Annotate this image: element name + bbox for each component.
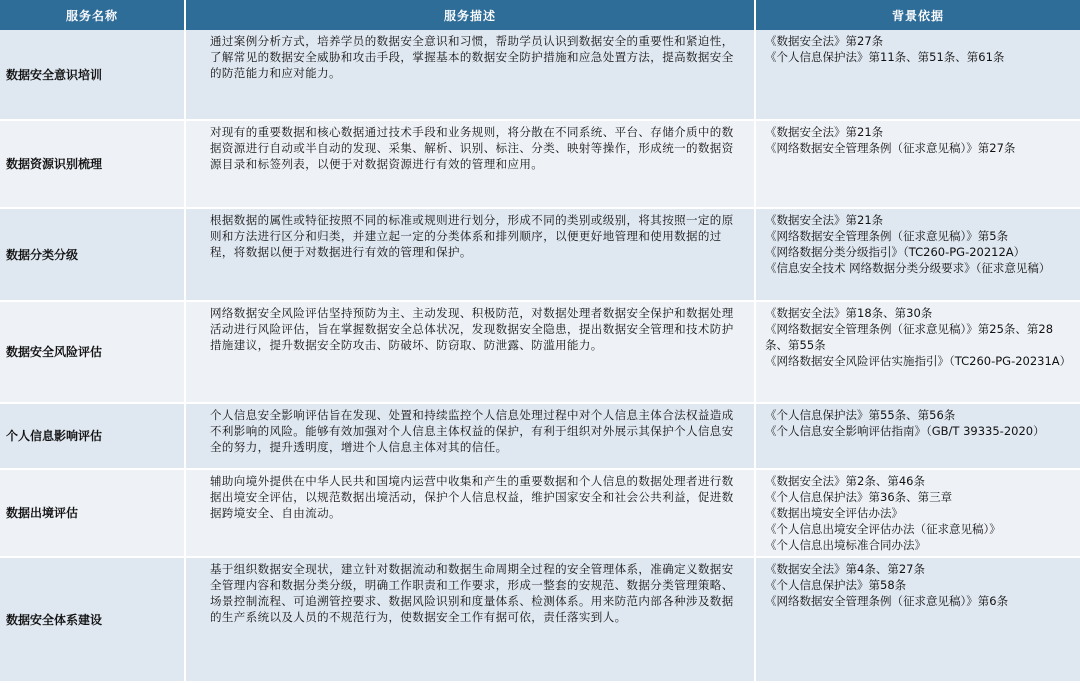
basis-reference: 《数据安全法》第18条、第30条 (765, 306, 933, 320)
service-description-cell: 个人信息安全影响评估旨在发现、处置和持续监控个人信息处理过程中对个人信息主体合法权益造成不利影响的风险。能够有效加强对个人信息主体权益的保护，有利于组织对外展示其保护个人信息安全的努力，提升透明度，增进个人信息主体对其的信任。 (185, 403, 755, 469)
service-name-cell: 数据资源识别梳理 (0, 120, 185, 208)
basis-reference: 《个人信息保护法》第36条、第三章 (765, 490, 953, 504)
table-row (0, 120, 1080, 208)
basis-reference: 《信息安全技术 网络数据分类分级要求》（征求意见稿） (765, 261, 1051, 275)
background-basis-cell (755, 469, 1080, 557)
column-header-service-name: 服务名称 (0, 0, 185, 30)
service-description-cell: 对现有的重要数据和核心数据通过技术手段和业务规则，将分散在不同系统、平台、存储介质中的数据资源进行自动或半自动的发现、采集、解析、识别、标注、分类、映射等操作，形成统一的数据资源目录和标签列表，以便于对数据资源进行有效的管理和应用。 (185, 120, 755, 208)
basis-reference: 《数据安全法》第27条 (765, 34, 884, 48)
basis-reference: 《网络数据安全管理条例（征求意见稿）》第6条 (765, 594, 1009, 608)
basis-reference: 《个人信息出境标准合同办法》 (765, 538, 926, 552)
background-basis-cell (755, 30, 1080, 120)
basis-reference: 《网络数据安全管理条例（征求意见稿）》第5条 (765, 229, 1009, 243)
background-basis-cell (755, 208, 1080, 301)
column-header-background-basis: 背景依据 (755, 0, 1080, 30)
basis-reference: 《个人信息保护法》第58条 (765, 578, 907, 592)
column-header-service-description: 服务描述 (185, 0, 755, 30)
table-row (0, 208, 1080, 301)
table-row (0, 469, 1080, 557)
basis-reference: 《个人信息出境安全评估办法（征求意见稿）》 (765, 522, 1001, 536)
service-description-cell: 网络数据安全风险评估坚持预防为主、主动发现、积极防范，对数据处理者数据安全保护和数据处理活动进行风险评估，旨在掌握数据安全总体状况，发现数据安全隐患，提出数据安全管理和技术防护措施建议，提升数据安全防攻击、防破坏、防窃取、防泄露、防滥用能力。 (185, 301, 755, 403)
basis-reference: 《网络数据安全管理条例（征求意见稿）》第27条 (765, 141, 1016, 155)
service-description-cell: 根据数据的属性或特征按照不同的标准或规则进行划分，形成不同的类别或级别，将其按照一定的原则和方法进行区分和归类，并建立起一定的分类体系和排列顺序，以便更好地管理和使用数据的过程，将数据以便于对数据进行有效的管理和保护。 (185, 208, 755, 301)
background-basis-cell (755, 403, 1080, 469)
service-name-cell: 数据出境评估 (0, 469, 185, 557)
basis-reference: 《网络数据安全管理条例（征求意见稿）》第25条、第28条、第55条 (765, 322, 1054, 352)
background-basis-cell (755, 301, 1080, 403)
background-basis-cell (755, 120, 1080, 208)
table-body (0, 30, 1080, 682)
service-name-cell: 个人信息影响评估 (0, 403, 185, 469)
basis-reference: 《数据安全法》第21条 (765, 125, 884, 139)
service-name-cell: 数据安全体系建设 (0, 557, 185, 682)
service-name-cell: 数据分类分级 (0, 208, 185, 301)
basis-reference: 《网络数据安全风险评估实施指引》（TC260-PG-20231A） (765, 354, 1072, 368)
table-row (0, 30, 1080, 120)
service-description-cell: 通过案例分析方式，培养学员的数据安全意识和习惯，帮助学员认识到数据安全的重要性和紧迫性，了解常见的数据安全威胁和攻击手段，掌握基本的数据安全防护措施和应急处置方法，提高数据安全的防范能力和应对能力。 (185, 30, 755, 120)
table-header-row (0, 0, 1080, 30)
basis-reference: 《个人信息保护法》第11条、第51条、第61条 (765, 50, 1005, 64)
basis-reference: 《数据出境安全评估办法》 (765, 506, 903, 520)
service-description-cell: 辅助向境外提供在中华人民共和国境内运营中收集和产生的重要数据和个人信息的数据处理者进行数据出境安全评估，以规范数据出境活动，保护个人信息权益，维护国家安全和社会公共利益，促进数据跨境安全、自由流动。 (185, 469, 755, 557)
basis-reference: 《个人信息安全影响评估指南》（GB/T 39335-2020） (765, 424, 1045, 438)
basis-reference: 《数据安全法》第4条、第27条 (765, 562, 925, 576)
service-description-cell: 基于组织数据安全现状，建立针对数据流动和数据生命周期全过程的安全管理体系，准确定义数据安全管理内容和数据分类分级，明确工作职责和工作要求，形成一整套的安规范、数据分类管理策略、场景控制流程、可追溯管控要求、数据风险识别和度量体系、检测体系。用来防范内部各种涉及数据的生产系统以及人员的不规范行为，使数据安全工作有据可依，责任落实到人。 (185, 557, 755, 682)
service-name-cell: 数据安全意识培训 (0, 30, 185, 120)
basis-reference: 《网络数据分类分级指引》（TC260-PG-20212A） (765, 245, 1026, 259)
service-name-cell: 数据安全风险评估 (0, 301, 185, 403)
basis-reference: 《数据安全法》第21条 (765, 213, 884, 227)
table-row (0, 557, 1080, 682)
basis-reference: 《个人信息保护法》第55条、第56条 (765, 408, 956, 422)
table-row (0, 301, 1080, 403)
background-basis-cell (755, 557, 1080, 682)
basis-reference: 《数据安全法》第2条、第46条 (765, 474, 925, 488)
table-row (0, 403, 1080, 469)
